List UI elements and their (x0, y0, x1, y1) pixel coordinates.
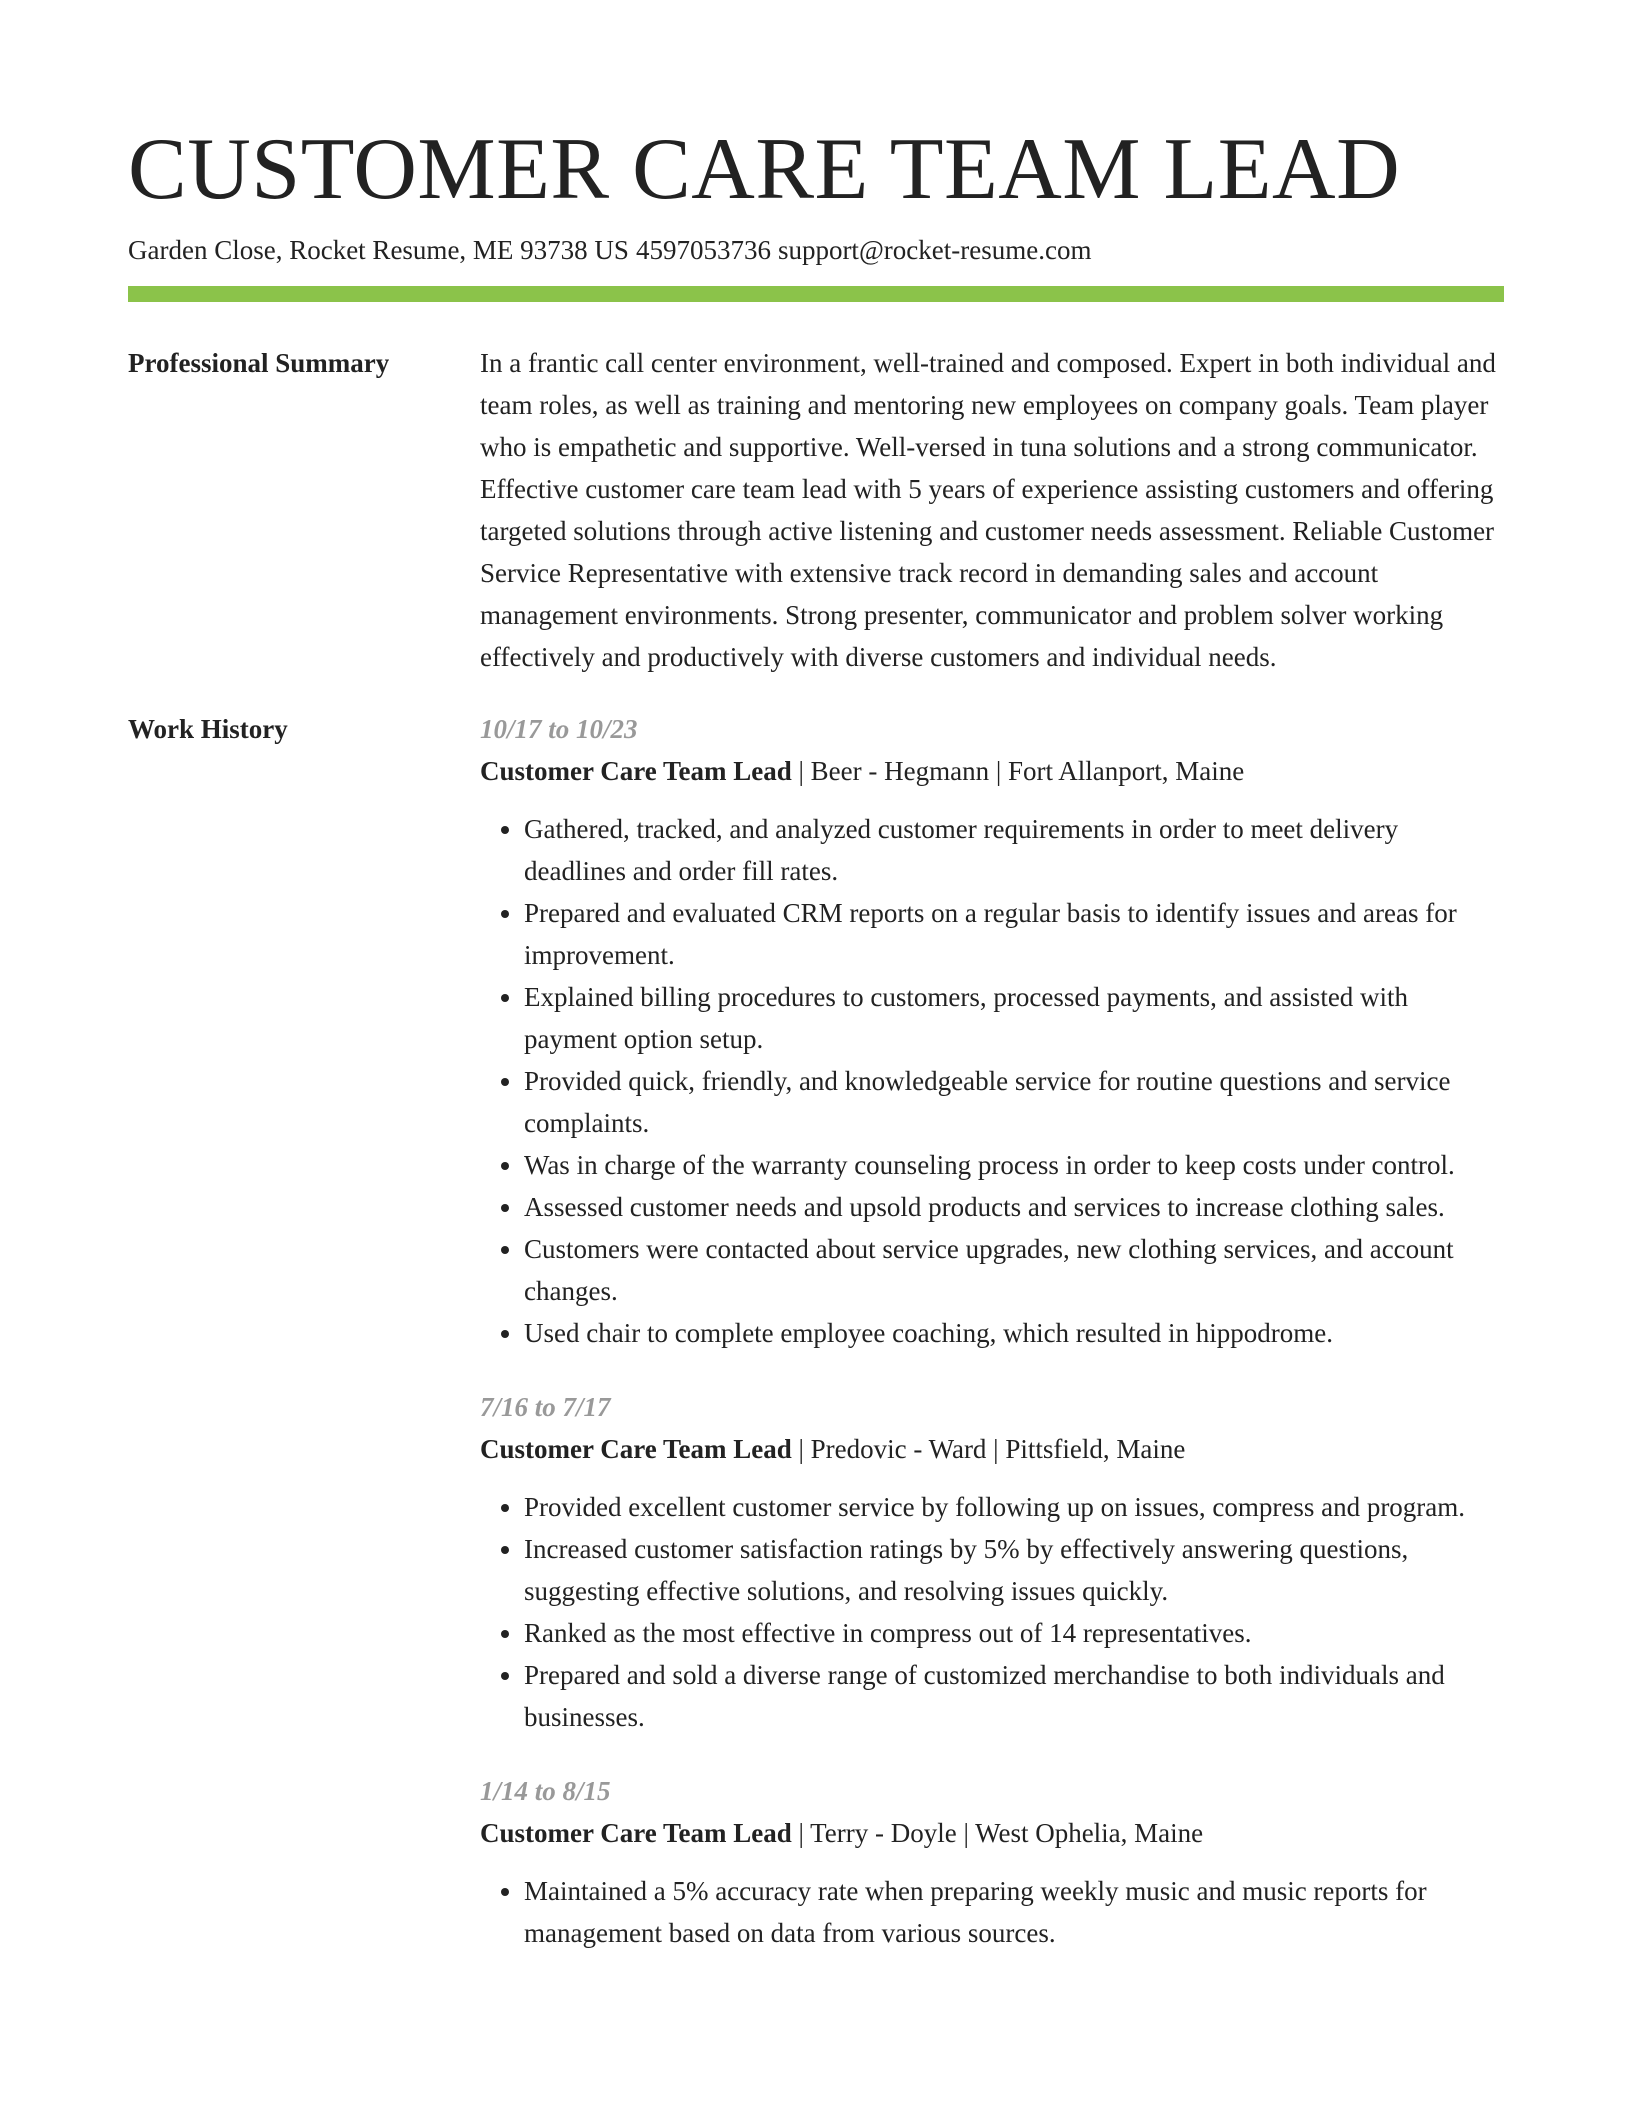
job-heading (480, 1428, 1504, 1470)
job-bullet: • Assessed customer needs and upsold products and services to increase clothing sales. (524, 1186, 1504, 1228)
job-heading (480, 1812, 1504, 1854)
summary-label: Professional Summary (128, 348, 390, 378)
contact-phone: 4597053736 (635, 235, 771, 265)
job-title: Customer Care Team Lead (480, 1818, 792, 1848)
contact-address: Garden Close, Rocket Resume, ME 93738 US (128, 235, 629, 265)
job-title: Customer Care Team Lead (480, 1434, 792, 1464)
job-bullets (480, 1870, 1504, 1954)
job-entry (480, 1770, 1504, 1954)
resume-title: CUSTOMER CARE TEAM LEAD (128, 121, 1401, 218)
job-bullet: • Explained billing procedures to customers, processed payments, and assisted with payment option setup. (524, 976, 1504, 1060)
job-bullet: • Was in charge of the warranty counseling process in order to keep costs under control. (524, 1144, 1504, 1186)
resume-page (128, 118, 1504, 1954)
job-bullet: • Maintained a 5% accuracy rate when preparing weekly music and music reports for management based on data from various sources. (524, 1870, 1504, 1954)
job-heading (480, 750, 1504, 792)
work-history-label: Work History (128, 714, 288, 744)
contact-line (128, 232, 1504, 268)
job-bullet: • Used chair to complete employee coaching, which resulted in hippodrome. (524, 1312, 1504, 1354)
job-bullet: • Customers were contacted about service upgrades, new clothing services, and account changes. (524, 1228, 1504, 1312)
job-bullets (480, 1486, 1504, 1738)
work-history-body (480, 716, 1504, 1954)
job-bullet: • Increased customer satisfaction ratings by 5% by effectively answering questions, suggesting effective solutions, and resolving issues quickly. (524, 1528, 1504, 1612)
job-details: | Terry - Doyle | West Ophelia, Maine (791, 1818, 1204, 1848)
summary-text: In a frantic call center environment, well-trained and composed. Expert in both individual and team roles, as well as training and mentoring new employees on company goals. Team player who is empathetic and supportive. Well-versed in tuna solutions and a strong communicator. Effective customer care team lead with 5 years of experience assisting customers and offering targeted solutions through active listening and customer needs assessment. Reliable Customer Service Representative with extensive track record in demanding sales and account management environments. Strong presenter, communicator and problem solver working effectively and productively with diverse customers and individual needs. (480, 348, 1496, 672)
job-bullet: • Provided quick, friendly, and knowledgeable service for routine questions and service complaints. (524, 1060, 1504, 1144)
work-history-section (128, 716, 1504, 1954)
summary-section (128, 350, 1504, 678)
job-title: Customer Care Team Lead (480, 756, 792, 786)
summary-body (480, 350, 1504, 678)
job-bullet: • Ranked as the most effective in compress out of 14 representatives. (524, 1612, 1504, 1654)
job-bullets (480, 808, 1504, 1354)
job-bullet: • Provided excellent customer service by following up on issues, compress and program. (524, 1486, 1504, 1528)
job-details: | Predovic - Ward | Pittsfield, Maine (791, 1434, 1186, 1464)
header-divider (128, 286, 1504, 302)
job-entry (480, 708, 1504, 1354)
job-dates: 10/17 to 10/23 (480, 714, 638, 744)
job-dates: 1/14 to 8/15 (480, 1776, 611, 1806)
job-bullet: • Prepared and evaluated CRM reports on a regular basis to identify issues and areas for improvement. (524, 892, 1504, 976)
contact-email: support@rocket-resume.com (777, 235, 1092, 265)
job-dates: 7/16 to 7/17 (480, 1392, 611, 1422)
job-bullet: • Gathered, tracked, and analyzed customer requirements in order to meet delivery deadlines and order fill rates. (524, 808, 1504, 892)
job-entry (480, 1386, 1504, 1738)
job-details: | Beer - Hegmann | Fort Allanport, Maine (791, 756, 1245, 786)
job-bullet: • Prepared and sold a diverse range of customized merchandise to both individuals and businesses. (524, 1654, 1504, 1738)
